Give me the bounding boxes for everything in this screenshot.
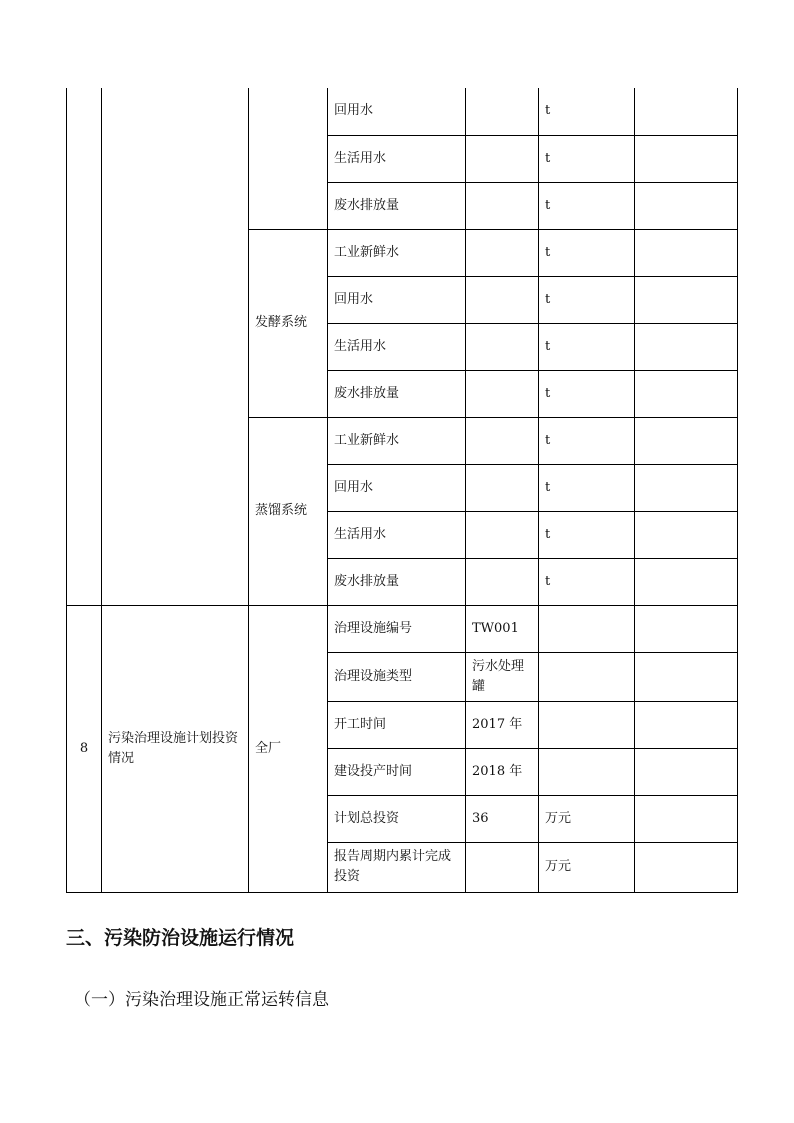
item-cell: 废水排放量 xyxy=(328,182,466,229)
remark-cell xyxy=(635,370,738,417)
unit-cell: 万元 xyxy=(539,842,635,892)
value-cell: TW001 xyxy=(466,605,539,652)
subsection-heading: （一）污染治理设施正常运转信息 xyxy=(74,990,329,1010)
report-table xyxy=(66,88,738,893)
unit-cell xyxy=(539,652,635,701)
row-number-cell: 8 xyxy=(67,605,102,892)
unit-cell: t xyxy=(539,182,635,229)
unit-cell xyxy=(539,701,635,748)
value-cell xyxy=(466,135,539,182)
remark-cell xyxy=(635,748,738,795)
unit-cell: t xyxy=(539,464,635,511)
item-cell: 回用水 xyxy=(328,88,466,135)
remark-cell xyxy=(635,88,738,135)
unit-cell: t xyxy=(539,370,635,417)
system-name-cell: 发酵系统 xyxy=(249,229,328,417)
value-cell: 2017 年 xyxy=(466,701,539,748)
category-cell: 污染治理设施计划投资情况 xyxy=(102,605,249,892)
remark-cell xyxy=(635,842,738,892)
unit-cell: t xyxy=(539,276,635,323)
unit-cell: 万元 xyxy=(539,795,635,842)
remark-cell xyxy=(635,323,738,370)
item-cell: 报告周期内累计完成投资 xyxy=(328,842,466,892)
item-cell: 工业新鲜水 xyxy=(328,229,466,276)
value-cell: 污水处理罐 xyxy=(466,652,539,701)
unit-cell: t xyxy=(539,323,635,370)
remark-cell xyxy=(635,464,738,511)
unit-cell xyxy=(539,748,635,795)
item-cell: 工业新鲜水 xyxy=(328,417,466,464)
section-heading: 三、污染防治设施运行情况 xyxy=(66,927,295,949)
number-cell-empty xyxy=(67,88,102,605)
item-cell: 废水排放量 xyxy=(328,370,466,417)
value-cell xyxy=(466,370,539,417)
system-name-cell: 蒸馏系统 xyxy=(249,417,328,605)
item-cell: 开工时间 xyxy=(328,701,466,748)
remark-cell xyxy=(635,795,738,842)
remark-cell xyxy=(635,511,738,558)
remark-cell xyxy=(635,229,738,276)
category-cell-empty xyxy=(102,88,249,605)
item-cell: 废水排放量 xyxy=(328,558,466,605)
unit-cell: t xyxy=(539,229,635,276)
unit-cell: t xyxy=(539,511,635,558)
remark-cell xyxy=(635,182,738,229)
unit-cell: t xyxy=(539,417,635,464)
remark-cell xyxy=(635,652,738,701)
value-cell xyxy=(466,417,539,464)
value-cell xyxy=(466,842,539,892)
system-cell-empty xyxy=(249,88,328,229)
table-row xyxy=(67,88,738,135)
value-cell xyxy=(466,511,539,558)
table-row xyxy=(67,605,738,652)
value-cell xyxy=(466,558,539,605)
value-cell xyxy=(466,229,539,276)
remark-cell xyxy=(635,276,738,323)
value-cell xyxy=(466,276,539,323)
value-cell xyxy=(466,88,539,135)
unit-cell xyxy=(539,605,635,652)
item-cell: 计划总投资 xyxy=(328,795,466,842)
item-cell: 生活用水 xyxy=(328,135,466,182)
item-cell: 治理设施编号 xyxy=(328,605,466,652)
value-cell: 36 xyxy=(466,795,539,842)
item-cell: 生活用水 xyxy=(328,323,466,370)
unit-cell: t xyxy=(539,88,635,135)
remark-cell xyxy=(635,605,738,652)
scope-cell: 全厂 xyxy=(249,605,328,892)
value-cell: 2018 年 xyxy=(466,748,539,795)
remark-cell xyxy=(635,417,738,464)
remark-cell xyxy=(635,135,738,182)
item-cell: 回用水 xyxy=(328,276,466,323)
value-cell xyxy=(466,323,539,370)
unit-cell: t xyxy=(539,135,635,182)
remark-cell xyxy=(635,701,738,748)
unit-cell: t xyxy=(539,558,635,605)
item-cell: 回用水 xyxy=(328,464,466,511)
remark-cell xyxy=(635,558,738,605)
item-cell: 生活用水 xyxy=(328,511,466,558)
value-cell xyxy=(466,464,539,511)
value-cell xyxy=(466,182,539,229)
item-cell: 建设投产时间 xyxy=(328,748,466,795)
item-cell: 治理设施类型 xyxy=(328,652,466,701)
